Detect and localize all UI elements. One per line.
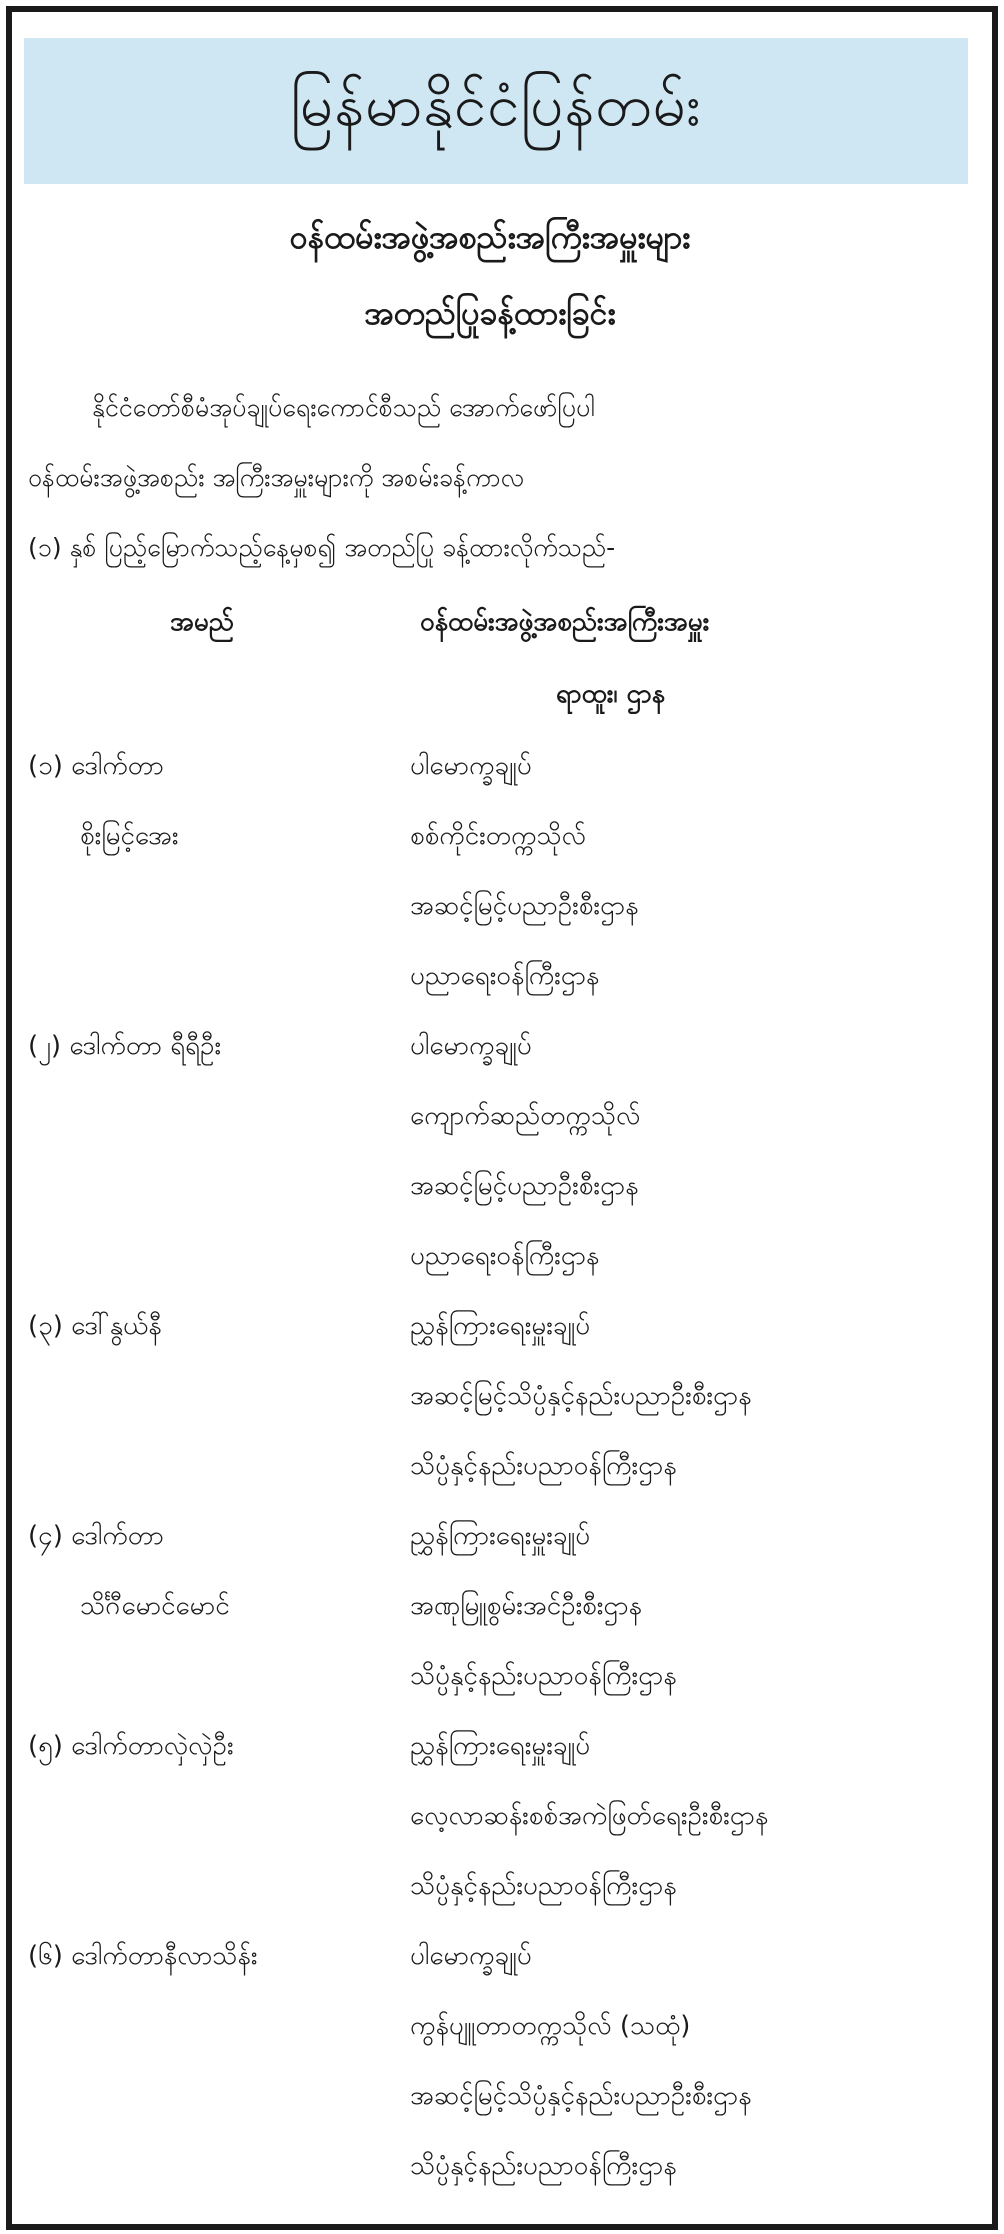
entry-3-position-line: ညွှန်ကြားရေးမှူးချုပ် xyxy=(410,1311,591,1341)
entry-6-position-line: ကွန်ပျူတာတက္ကသိုလ် (သထုံ) xyxy=(410,2011,691,2041)
entry-2-position-line: ကျောက်ဆည်တက္ကသိုလ် xyxy=(410,1101,641,1131)
entry-5-position-line: ညွှန်ကြားရေးမှူးချုပ် xyxy=(410,1731,591,1761)
column-header-position-department: ရာထူး၊ ဌာန xyxy=(556,679,666,709)
entry-4-name-line1: (၄) ဒေါက်တာ xyxy=(28,1521,164,1551)
entry-5-position-line: သိပ္ပံနှင့်နည်းပညာဝန်ကြီးဌာန xyxy=(410,1871,677,1901)
notice-paragraph-line2: ဝန်ထမ်းအဖွဲ့အစည်း အကြီးအမှူးများကို အစမ်းခန့်ကာလ xyxy=(28,463,525,492)
entry-4-position-line: သိပ္ပံနှင့်နည်းပညာဝန်ကြီးဌာန xyxy=(410,1661,677,1691)
entry-6-position-line: ပါမောက္ခချုပ် xyxy=(410,1941,532,1971)
notice-paragraph-line1: နိုင်ငံတော်စီမံအုပ်ချုပ်ရေးကောင်စီသည် အောက်ဖော်ပြပါ xyxy=(92,393,595,422)
entry-2-name-line1: (၂) ဒေါက်တာ ရီရီဦး xyxy=(28,1031,222,1061)
column-header-position: ဝန်ထမ်းအဖွဲ့အစည်းအကြီးအမှူး xyxy=(420,607,710,637)
entry-3-position-line: အဆင့်မြင့်သိပ္ပံနှင့်နည်းပညာဦးစီးဌာန xyxy=(410,1381,752,1411)
notice-subtitle-line1: ဝန်ထမ်းအဖွဲ့အစည်းအကြီးအမှူးများ xyxy=(289,218,691,256)
column-header-name: အမည် xyxy=(170,607,234,637)
entry-1-position-line: စစ်ကိုင်းတက္ကသိုလ် xyxy=(410,821,586,851)
gazette-banner xyxy=(24,38,968,184)
entry-6-position-line: အဆင့်မြင့်သိပ္ပံနှင့်နည်းပညာဦးစီးဌာန xyxy=(410,2081,752,2111)
entry-4-name-line2: သိင်္ဂီမောင်မောင် xyxy=(80,1591,230,1621)
entry-3-position-line: သိပ္ပံနှင့်နည်းပညာဝန်ကြီးဌာန xyxy=(410,1451,677,1481)
entry-6-position-line: သိပ္ပံနှင့်နည်းပညာဝန်ကြီးဌာန xyxy=(410,2151,677,2181)
entry-2-position-line: ပညာရေးဝန်ကြီးဌာန xyxy=(410,1241,600,1271)
entry-1-name-line1: (၁) ဒေါက်တာ xyxy=(28,751,164,781)
entry-4-position-line: အဏုမြူစွမ်းအင်ဦးစီးဌာန xyxy=(410,1591,642,1621)
entry-4-position-line: ညွှန်ကြားရေးမှူးချုပ် xyxy=(410,1521,591,1551)
notice-paragraph-line3: (၁) နှစ် ပြည့်မြောက်သည့်နေ့မှစ၍ အတည်ပြု ခန့်ထားလိုက်သည်- xyxy=(28,533,616,562)
entry-1-name-line2: စိုးမြင့်အေး xyxy=(80,821,179,851)
entry-2-position-line: ပါမောက္ခချုပ် xyxy=(410,1031,532,1061)
entry-5-name-line1: (၅) ဒေါက်တာလှဲလှဲဦး xyxy=(28,1731,234,1761)
entry-3-name-line1: (၃) ဒေါ်နွယ်နီ xyxy=(28,1311,162,1341)
entry-2-position-line: အဆင့်မြင့်ပညာဦးစီးဌာန xyxy=(410,1171,639,1201)
entry-1-position-line: အဆင့်မြင့်ပညာဦးစီးဌာန xyxy=(410,891,639,921)
entry-5-position-line: လေ့လာဆန်းစစ်အကဲဖြတ်ရေးဦးစီးဌာန xyxy=(410,1801,769,1831)
entry-6-name-line1: (၆) ဒေါက်တာနီလာသိန်း xyxy=(28,1941,258,1971)
notice-subtitle-line2: အတည်ပြုခန့်ထားခြင်း xyxy=(364,294,616,332)
entry-1-position-line: ပညာရေးဝန်ကြီးဌာန xyxy=(410,961,600,991)
gazette-title: မြန်မာနိုင်ငံပြန်တမ်း xyxy=(290,70,702,139)
entry-1-position-line: ပါမောက္ခချုပ် xyxy=(410,751,532,781)
